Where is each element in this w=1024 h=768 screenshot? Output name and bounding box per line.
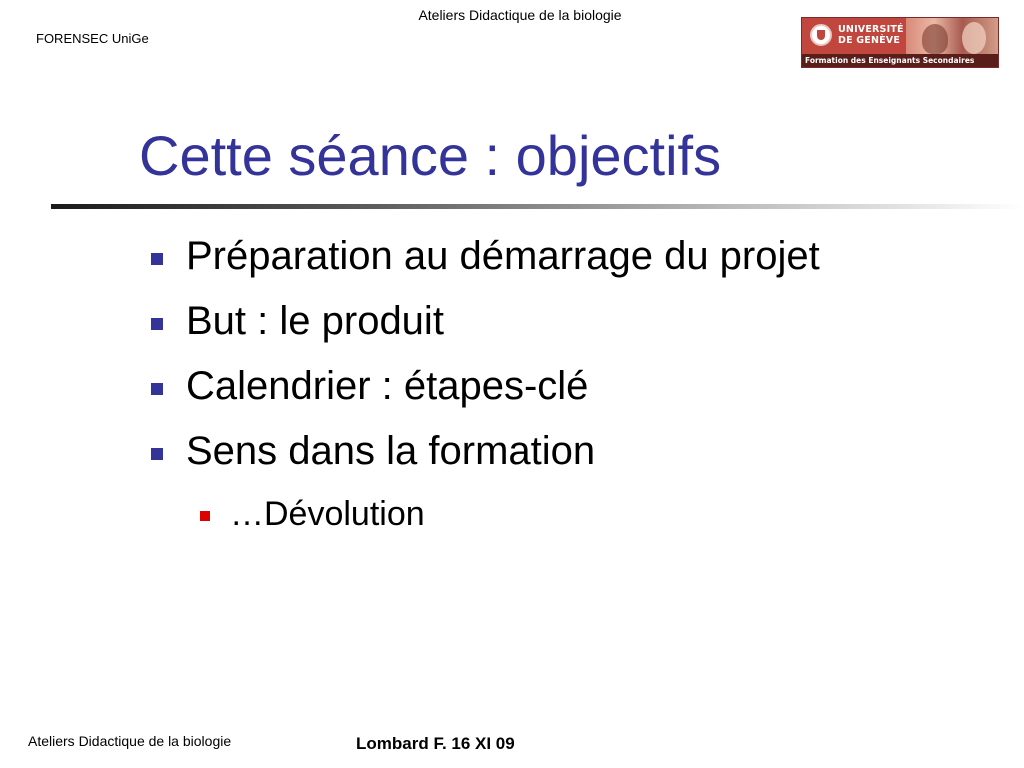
- header-label: FORENSEC UniGe: [36, 31, 149, 46]
- bullet-item: [148, 423, 820, 488]
- bullet-text: Sens dans la formation: [186, 429, 596, 473]
- red-square-bullet-icon: [200, 511, 210, 521]
- bullet-item: [148, 293, 820, 358]
- footer-author-date: Lombard F. 16 XI 09: [356, 734, 515, 753]
- logo-subtitle: Formation des Enseignants Secondaires: [802, 54, 998, 67]
- header-title: Ateliers Didactique de la biologie: [418, 7, 622, 23]
- sub-bullet-text: …Dévolution: [230, 495, 425, 533]
- bullet-text: Préparation au démarrage du projet: [186, 234, 820, 278]
- logo-title: [838, 24, 904, 46]
- logo-line-2: DE GENÈVE: [838, 35, 901, 46]
- university-logo: [801, 17, 999, 68]
- bullet-item: [148, 358, 820, 423]
- bullet-text: But : le produit: [186, 299, 444, 343]
- square-bullet-icon: [151, 448, 163, 460]
- bullet-text: Calendrier : étapes-clé: [186, 364, 589, 408]
- square-bullet-icon: [151, 383, 163, 395]
- logo-line-1: UNIVERSITÉ: [838, 24, 904, 35]
- square-bullet-icon: [151, 318, 163, 330]
- sub-bullet-item: [198, 490, 425, 538]
- footer-course: Ateliers Didactique de la biologie: [28, 733, 232, 749]
- bullet-list: [148, 228, 820, 488]
- square-bullet-icon: [151, 253, 163, 265]
- title-divider: [51, 204, 1024, 209]
- crest-icon: [810, 24, 832, 46]
- bullet-item: [148, 228, 820, 293]
- slide-title: Cette séance : objectifs: [139, 124, 722, 187]
- logo-photo: [906, 18, 999, 56]
